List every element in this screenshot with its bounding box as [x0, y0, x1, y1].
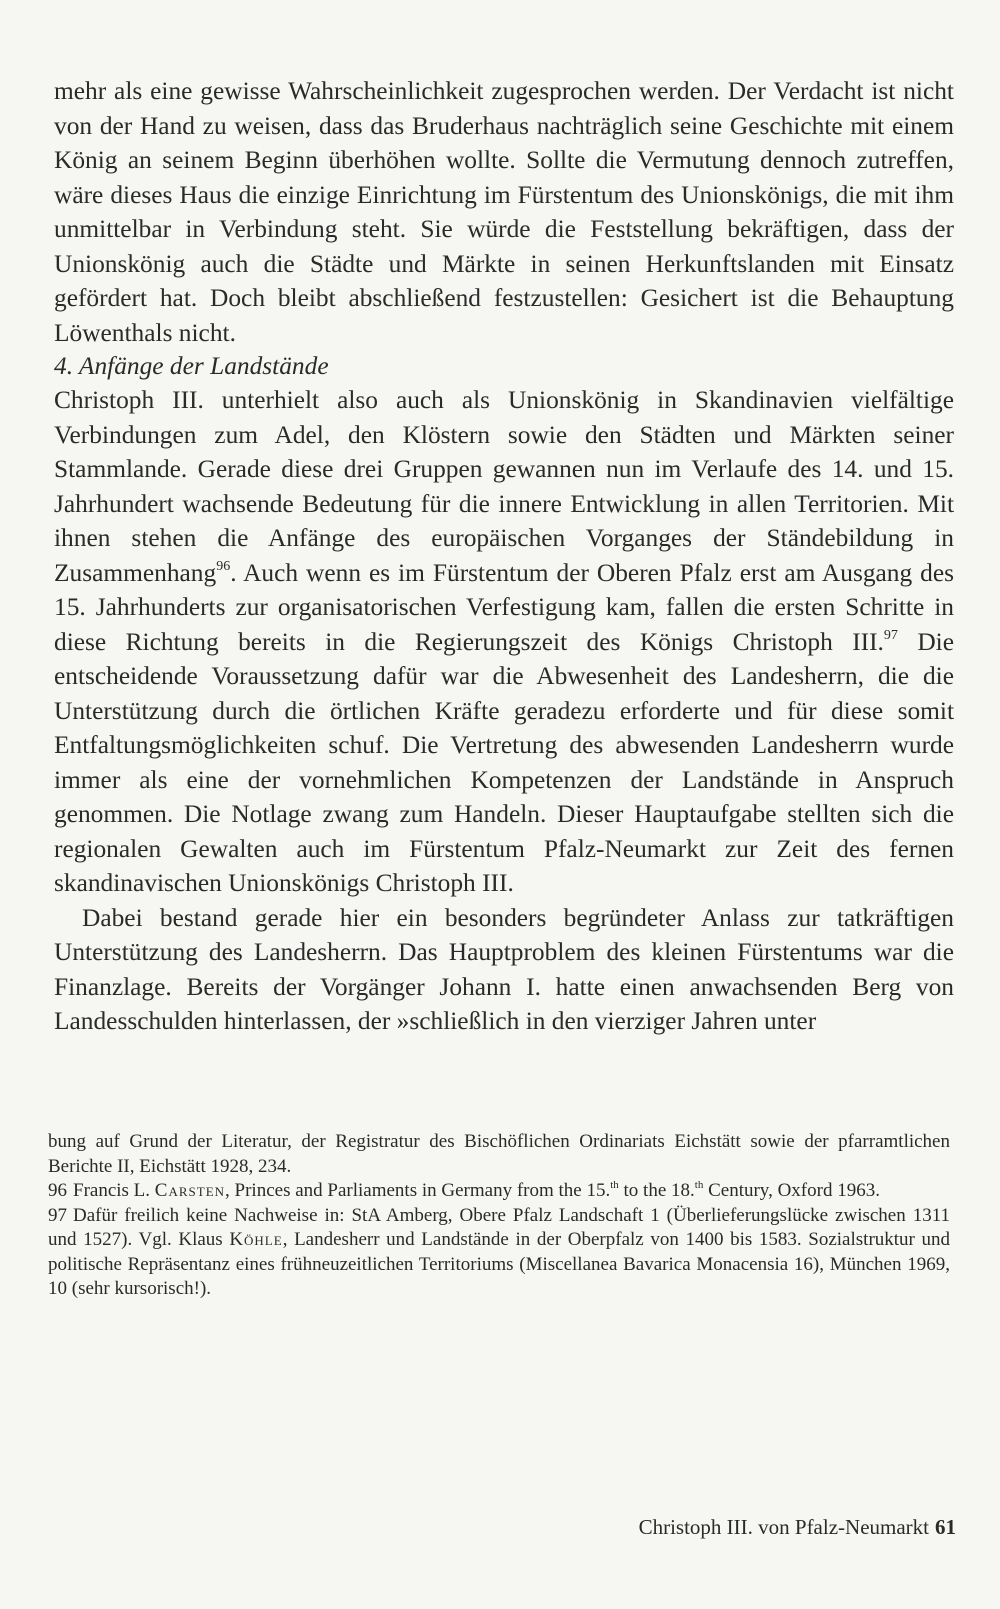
footnote-96-superscript: th	[610, 1179, 619, 1191]
footnote-97-number: 97	[48, 1204, 67, 1226]
footnote-97-text: , Landesherr und Landstände in der Oberpfalz von 1400 bis 1583. Sozialstruktur und politische Repräsentanz eines frühneuzeitlichen Territoriums (Miscellanea Bavarica Monacensia 16), München 1969, 10 (sehr kursorisch!).	[48, 1229, 950, 1299]
footnote-ref-96[interactable]: 96	[216, 558, 231, 574]
running-title: Christoph III. von Pfalz-Neumarkt	[638, 1515, 929, 1539]
footnotes	[48, 1130, 950, 1302]
main-text	[54, 74, 954, 1039]
paragraph-2-text-a: Christoph III. unterhielt also auch als Unionskönig in Skandinavien vielfältige Verbindungen zum Adel, den Klöstern sowie den Städten und Märkten seiner Stammlande. Gerade diese drei Gruppen gewannen nun im Verlaufe des 14. und 15. Jahrhundert wachsende Bedeutung für die innere Entwicklung in allen Territorien. Mit ihnen stehen die Anfänge des europäischen Vorganges der Ständebildung in Zusammenhang	[54, 386, 954, 587]
footnote-96-text: Century, Oxford 1963.	[703, 1180, 880, 1201]
page-footer	[639, 1515, 956, 1540]
footnote-continued: bung auf Grund der Literatur, der Registratur des Bischöflichen Ordinariats Eichstätt sowie der pfarramtlichen Berichte II, Eichstätt 1928, 234.	[48, 1131, 950, 1177]
paragraph-continued: mehr als eine gewisse Wahrscheinlichkeit zugesprochen werden. Der Verdacht ist nicht von der Hand zu weisen, dass das Bruderhaus nachträglich seine Geschichte mit einem König an seinem Beginn überhöhen wollte. Sollte die Vermutung dennoch zutreffen, wäre dieses Haus die einzige Einrichtung im Fürstentum des Unionskönigs, die mit ihm unmittelbar in Verbindung steht. Sie würde die Feststellung bekräftigen, dass der Unionskönig auch die Städte und Märkte in seinen Herkunftslanden mit Einsatz gefördert hat. Doch bleibt abschließend festzustellen: Gesichert ist die Behauptung Löwenthals nicht.	[54, 77, 954, 347]
footnote-97	[48, 1204, 950, 1302]
paragraph-2	[54, 383, 954, 901]
footnote-96-author: Carsten	[154, 1180, 226, 1201]
footnote-96-text: to the 18.	[618, 1180, 695, 1201]
footnote-96	[48, 1179, 950, 1204]
footnote-96-superscript: th	[694, 1179, 704, 1191]
section-heading: 4. Anfänge der Landstände	[54, 352, 329, 380]
paragraph-2-text-c: Die entscheidende Voraussetzung dafür war die Abwesenheit des Landesherrn, die die Unterstützung durch die örtlichen Kräfte geradezu erforderte und für diese somit Entfaltungsmöglichkeiten schuf. Die Vertretung des abwesenden Landesherrn wurde immer als eine der vornehmlichen Kompetenzen der Landstände in Anspruch genommen. Die Notlage zwang zum Handeln. Dieser Hauptaufgabe stellten sich die regionalen Gewalten auch im Fürstentum Pfalz-Neumarkt zur Zeit des fernen skandinavischen Unionskönigs Christoph III.	[54, 627, 954, 897]
page-number: 61	[935, 1515, 956, 1539]
footnote-97-text: Dafür freilich keine Nachweise in: StA Amberg, Obere Pfalz Landschaft 1 (Überlieferungslücke zwischen 1311 und 1527). Vgl. Klaus	[48, 1204, 950, 1250]
footnote-96-text: Francis L.	[73, 1180, 155, 1201]
footnote-ref-97[interactable]: 97	[883, 627, 898, 643]
footnote-97-author: Köhle	[229, 1229, 283, 1250]
paragraph-2-text-b: . Auch wenn es im Fürstentum der Oberen Pfalz erst am Ausgang des 15. Jahrhunderts zur organisatorischen Verfestigung kam, fallen die ersten Schritte in diese Richtung bereits in die Regierungszeit des Königs Christoph III.	[54, 558, 954, 656]
footnote-96-text: , Princes and Parliaments in Germany from the 15.	[225, 1180, 611, 1201]
footnote-96-number: 96	[48, 1180, 67, 1201]
paragraph-3: Dabei bestand gerade hier ein besonders begründeter Anlass zur tatkräftigen Unterstützung des Landesherrn. Das Hauptproblem des kleinen Fürstentums war die Finanzlage. Bereits der Vorgänger Johann I. hatte einen anwachsenden Berg von Landesschulden hinterlassen, der »schließlich in den vierziger Jahren unter	[54, 903, 954, 1035]
